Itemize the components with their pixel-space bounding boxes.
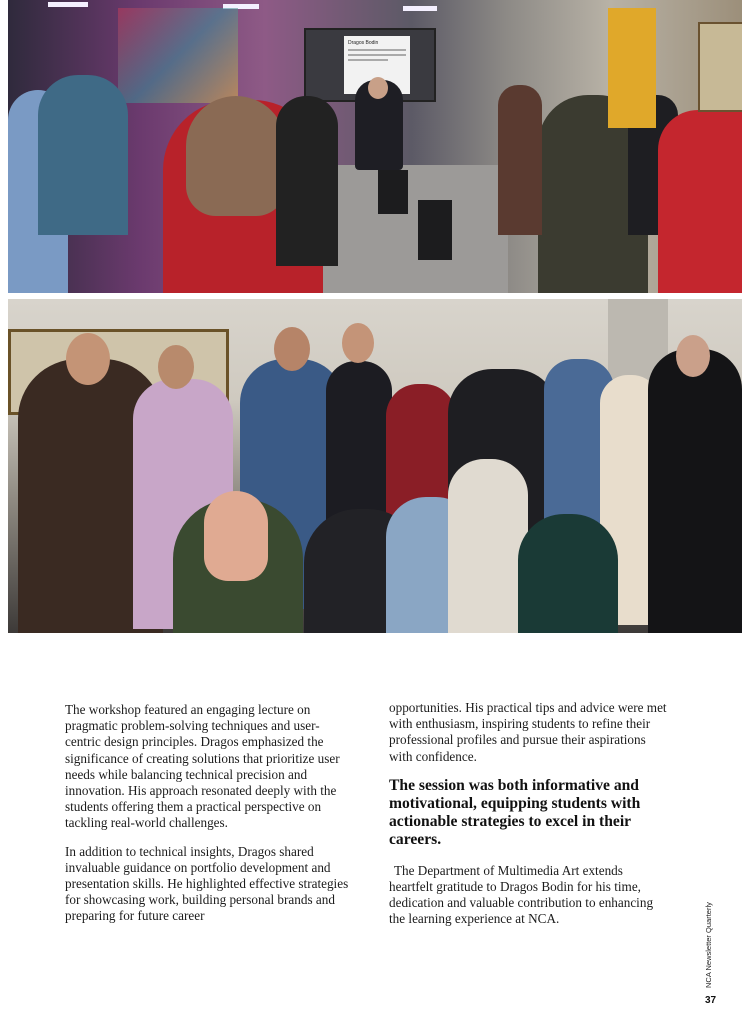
audience-member (658, 110, 742, 293)
person-headscarf (204, 491, 268, 581)
group-photo (8, 299, 742, 633)
body-paragraph: The workshop featured an engaging lecture on pragmatic problem-solving techniques and user-centric design principles. Dragos emphasized the significance of creating solutions that prioritize user needs while balancing technical precision and innovation. His approach resonated deeply with the students offering them a practical perspective on tackling real-world challenges. (65, 702, 340, 831)
body-paragraph: opportunities. His practical tips and advice were met with enthusiasm, inspiring students to refine their professional profiles and pursue their aspirations with confidence. (389, 700, 667, 764)
person-seated (448, 459, 528, 633)
person-head (676, 335, 710, 377)
person-head (342, 323, 374, 363)
audience-member (38, 75, 128, 235)
right-column (389, 700, 669, 940)
audience-member (498, 85, 542, 235)
yellow-door (608, 8, 656, 128)
desk-row (308, 165, 508, 293)
pull-quote: The session was both informative and motivational, equipping students with actionable strategies to excel in their careers. (389, 776, 641, 848)
ceiling-light (48, 2, 88, 7)
person-seated (518, 514, 618, 633)
ceiling-light (403, 6, 437, 11)
speaker-head (368, 77, 388, 99)
screen-heading: Dragos Bodin (348, 40, 379, 46)
wall-artwork (118, 8, 238, 103)
person (648, 349, 742, 633)
monitor (378, 170, 408, 214)
person-head (158, 345, 194, 389)
body-paragraph: In addition to technical insights, Dragos shared invaluable guidance on portfolio development and presentation skills. He highlighted effective strategies for showcasing work, building personal brands and preparing for future career (65, 843, 349, 924)
lecture-photo (8, 0, 742, 293)
monitor (418, 200, 452, 260)
wall-frame (698, 22, 742, 112)
publication-name: NCA Newsletter Quarterly (704, 902, 713, 988)
person-head (274, 327, 310, 371)
left-column (65, 702, 355, 937)
person-head (66, 333, 110, 385)
closing-paragraph: The Department of Multimedia Art extends heartfelt gratitude to Dragos Bodin for his time, dedication and valuable contribution to enhancing the learning experience at NCA. (389, 862, 654, 927)
page-number: 37 (705, 995, 717, 1006)
audience-headscarf (186, 96, 286, 216)
audience-member (276, 96, 338, 266)
